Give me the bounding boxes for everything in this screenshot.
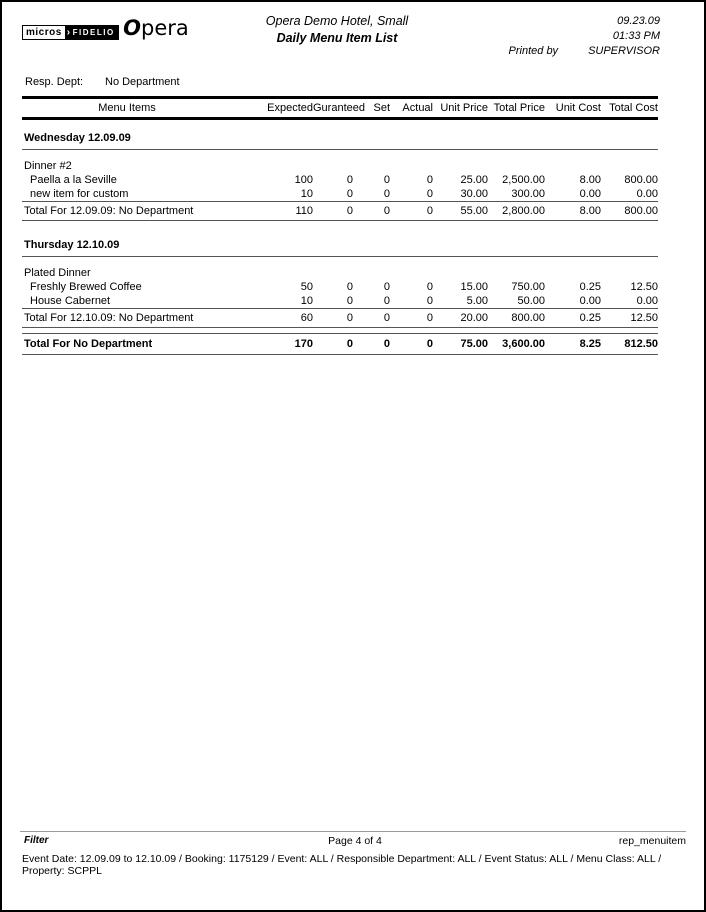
menu-item-row: new item for custom 10 0 0 0 30.00 300.00 0.00 0.00 bbox=[30, 188, 658, 200]
filter-label: Filter bbox=[24, 835, 49, 846]
fidelio-logo-text bbox=[66, 25, 119, 40]
resp-dept-label: Resp. Dept: bbox=[25, 76, 84, 88]
report-subtitle: Daily Menu Item List bbox=[276, 31, 398, 45]
printed-by bbox=[509, 44, 660, 59]
report-footer bbox=[2, 831, 704, 877]
footer-row bbox=[24, 835, 686, 849]
menu-group: Dinner #2 bbox=[24, 160, 72, 172]
day-heading: Wednesday 12.09.09 bbox=[22, 119, 658, 150]
page-indicator: Page 4 of 4 bbox=[328, 835, 382, 847]
footer-rule bbox=[20, 831, 686, 832]
day-total-row: Total For 12.09.09: No Department 110 0 0 0 55.00 2,800.00 8.00 800.00 bbox=[22, 202, 658, 221]
col-header-total-cost: Total Cost bbox=[601, 99, 658, 119]
col-header-guaranteed: Guranteed bbox=[313, 99, 353, 119]
micros-fidelio-logo bbox=[22, 25, 119, 40]
col-header-expected: Expected bbox=[232, 99, 313, 119]
resp-dept-value: No Department bbox=[105, 76, 180, 88]
fidelio-label: FIDELIO bbox=[72, 28, 115, 37]
menu-group: Plated Dinner bbox=[24, 266, 91, 279]
grand-total-row: Total For No Department 170 0 0 0 75.00 3,600.00 8.25 812.50 bbox=[22, 333, 658, 354]
col-header-set: Set bbox=[353, 99, 390, 119]
report-header bbox=[2, 2, 704, 62]
menu-item-row: Paella a la Seville 100 0 0 0 25.00 2,500.00 8.00 800.00 bbox=[30, 174, 658, 186]
print-date: 09.23.09 bbox=[617, 15, 660, 27]
report-title: Opera Demo Hotel, Small bbox=[265, 14, 409, 28]
report-id: rep_menuitem bbox=[618, 835, 686, 847]
col-header-actual: Actual bbox=[390, 99, 433, 119]
menu-item-row: Freshly Brewed Coffee 50 0 0 0 15.00 750.00 0.25 12.50 bbox=[30, 280, 658, 293]
day-heading: Thursday 12.10.09 bbox=[22, 227, 658, 257]
col-header-menu-items: Menu Items bbox=[22, 99, 232, 119]
meta-block bbox=[509, 14, 660, 59]
title-block bbox=[115, 14, 559, 45]
printed-by-label: Printed by bbox=[508, 45, 559, 57]
menu-item-table-wrap bbox=[22, 96, 658, 355]
opera-logo: Opera bbox=[123, 16, 189, 40]
table-header-row bbox=[22, 99, 658, 119]
filter-description: Event Date: 12.09.09 to 12.10.09 / Booking: 1175129 / Event: ALL / Responsible Department: ALL / Event Status: ALL / Menu Class: ALL / Property: SCPPL bbox=[22, 853, 662, 877]
chevron-right-icon: › bbox=[66, 27, 72, 38]
menu-item-table bbox=[22, 99, 658, 355]
menu-item-row: House Cabernet 10 0 0 0 5.00 50.00 0.00 0.00 bbox=[30, 294, 658, 307]
col-header-unit-cost: Unit Cost bbox=[545, 99, 601, 119]
resp-dept-row bbox=[25, 76, 704, 88]
col-header-unit-price: Unit Price bbox=[433, 99, 488, 119]
col-header-total-price: Total Price bbox=[488, 99, 545, 119]
print-time: 01:33 PM bbox=[612, 30, 660, 42]
printed-by-value: SUPERVISOR bbox=[588, 45, 660, 57]
micros-logo-text: micros bbox=[22, 25, 66, 40]
day-total-row: Total For 12.10.09: No Department 60 0 0 0 20.00 800.00 0.25 12.50 bbox=[22, 308, 658, 327]
